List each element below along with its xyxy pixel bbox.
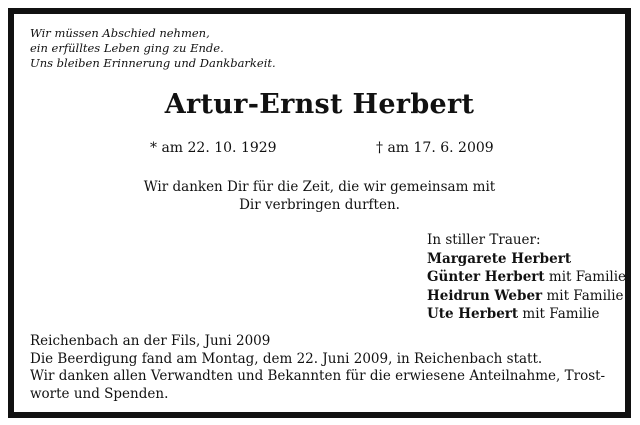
funeral-info: Die Beerdigung fand am Montag, dem 22. Juni 2009, in Reichenbach statt. <box>30 350 543 367</box>
death-date: † am 17. 6. 2009 <box>376 140 494 156</box>
mourner-name: Günter Herbert <box>427 269 545 285</box>
mourner <box>427 268 626 287</box>
mourner <box>427 287 626 306</box>
thanks-line: Dir verbringen durften. <box>239 197 400 213</box>
mourner <box>427 250 626 269</box>
place-date: Reichenbach an der Fils, Juni 2009 <box>30 333 271 349</box>
birth-date: * am 22. 10. 1929 <box>150 140 277 156</box>
obituary-notice <box>8 8 631 418</box>
mourner-suffix: mit Familie <box>542 287 624 304</box>
mourner-name: Margarete Herbert <box>427 250 572 267</box>
mourner <box>427 305 626 324</box>
footer-text <box>30 333 605 403</box>
deceased-name: Artur-Ernst Herbert <box>164 89 475 120</box>
thanks-message <box>14 178 625 214</box>
verse-line: ein erfülltes Leben ging zu Ende. <box>30 41 224 55</box>
verse-line: Uns bleiben Erinnerung und Dankbarkeit. <box>30 56 276 70</box>
mourner-name: Ute Herbert <box>427 306 519 322</box>
mourner-name: Heidrun Weber <box>427 287 543 304</box>
mourners-list <box>427 231 626 324</box>
thanks-line: Wir danken Dir für die Zeit, die wir gemeinsam mit <box>143 179 496 195</box>
acknowledgement-line: Wir danken allen Verwandten und Bekannten für die erwiesene Anteilnahme, Trost- <box>30 368 606 384</box>
mourners-heading: In stiller Trauer: <box>427 232 541 248</box>
verse-line: Wir müssen Abschied nehmen, <box>30 26 210 40</box>
acknowledgement-line: worte und Spenden. <box>30 385 169 402</box>
mourner-suffix: mit Familie <box>518 306 600 322</box>
mourner-suffix: mit Familie <box>544 269 627 285</box>
verse <box>30 26 276 71</box>
